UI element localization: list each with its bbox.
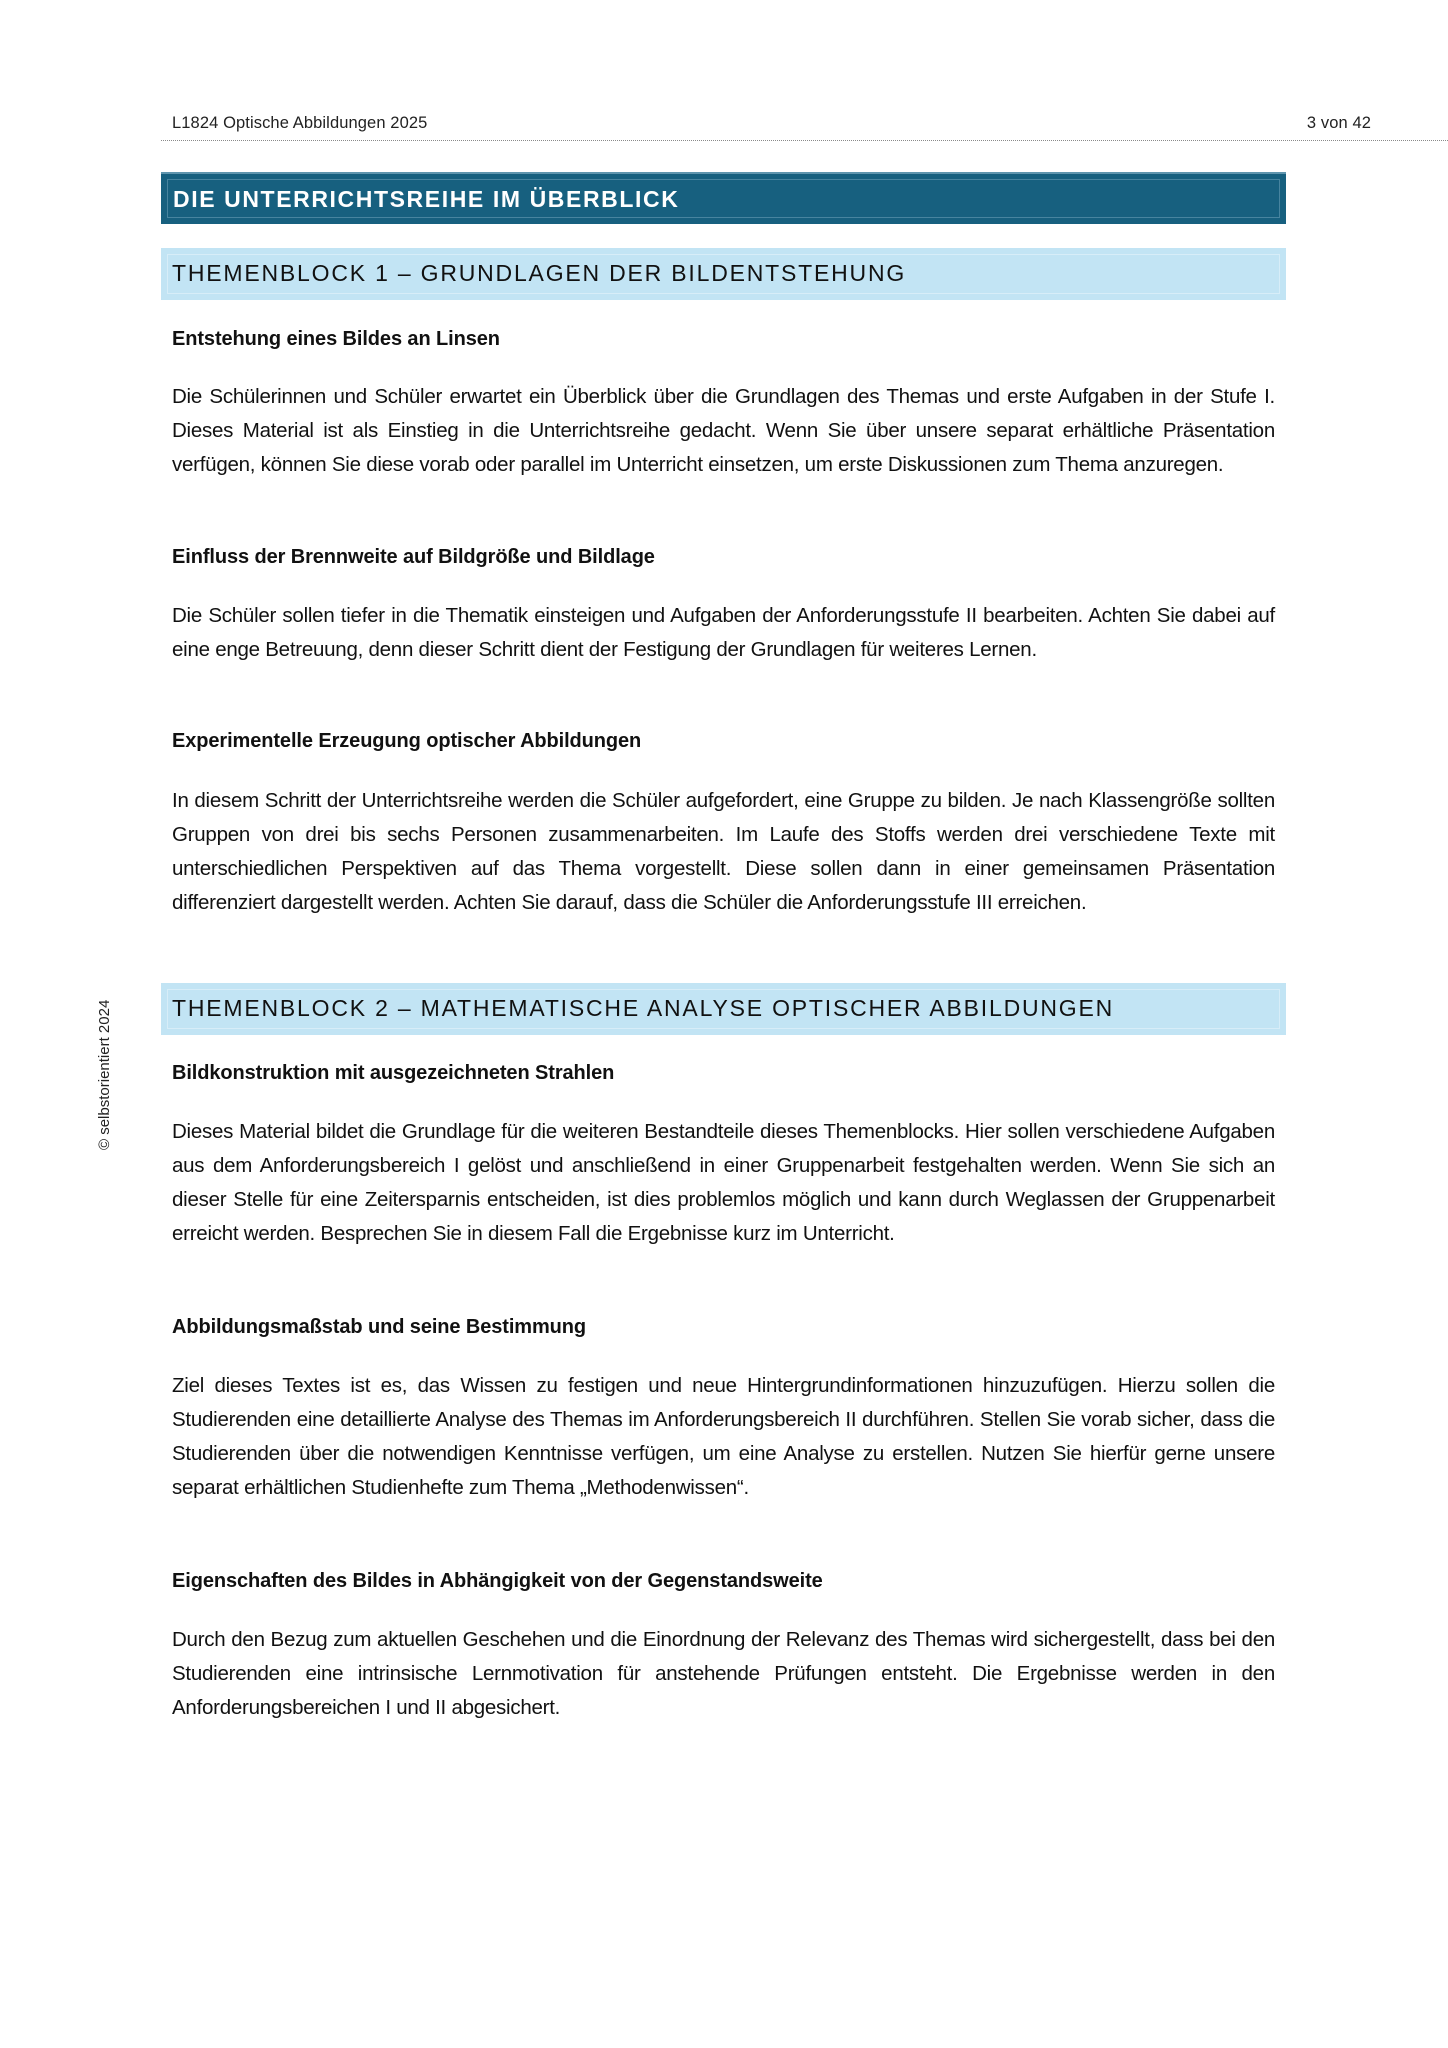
page-title-bar: [161, 172, 1286, 224]
header-divider: [161, 140, 1448, 141]
section-paragraph: Ziel dieses Textes ist es, das Wissen zu festigen und neue Hintergrundinformationen hinzuzufügen. Hierzu sollen die Studierenden eine detaillierte Analyse des Themas im Anforderungsbereich II durchführen. Stellen Sie vorab sicher, dass die Studierenden über die notwendigen Kenntnisse verfügen, um eine Analyse zu erstellen. Nutzen Sie hierfür gerne unsere separat erhältlichen Studienhefte zum Thema „Methodenwissen“.: [172, 1374, 1275, 1499]
section-paragraph: Die Schüler sollen tiefer in die Thematik einsteigen und Aufgaben der Anforderungsstufe II bearbeiten. Achten Sie dabei auf eine enge Betreuung, denn dieser Schritt dient der Festigung der Grundlagen für weiteres Lernen.: [172, 604, 1275, 661]
page-indicator: 3 von 42: [1306, 114, 1371, 132]
section-paragraph: In diesem Schritt der Unterrichtsreihe werden die Schüler aufgefordert, eine Gruppe zu bilden. Je nach Klassengröße sollten Gruppen von drei bis sechs Personen zusammenarbeiten. Im Laufe des Stoffs werden drei verschiedene Texte mit unterschiedlichen Perspektiven auf das Thema vorgestellt. Diese sollen dann in einer gemeinsamen Präsentation differenziert dargestellt werden. Achten Sie darauf, dass die Schüler die Anforderungsstufe III erreichen.: [172, 789, 1275, 914]
document-title: L1824 Optische Abbildungen 2025: [172, 114, 428, 132]
copyright-notice: © selbstorientiert 2024: [96, 999, 113, 1150]
section-heading: Eigenschaften des Bildes in Abhängigkeit von der Gegenstandsweite: [172, 1570, 823, 1592]
section-heading: Entstehung eines Bildes an Linsen: [172, 328, 500, 350]
section-paragraph: Die Schülerinnen und Schüler erwartet ein Überblick über die Grundlagen des Themas und erste Aufgaben in der Stufe I. Dieses Material ist als Einstieg in die Unterrichtsreihe gedacht. Wenn Sie über unsere separat erhältliche Präsentation verfügen, können Sie diese vorab oder parallel im Unterricht einsetzen, um erste Diskussionen zum Thema anzuregen.: [172, 385, 1275, 476]
section-heading: Bildkonstruktion mit ausgezeichneten Strahlen: [172, 1062, 615, 1084]
page-title: DIE UNTERRICHTSREIHE IM ÜBERBLICK: [173, 186, 680, 212]
section-paragraph: Dieses Material bildet die Grundlage für die weiteren Bestandteile dieses Themenblocks. Hier sollen verschiedene Aufgaben aus dem Anforderungsbereich I gelöst und anschließend in einer Gruppenarbeit festgehalten werden. Wenn Sie sich an dieser Stelle für eine Zeitersparnis entscheiden, ist dies problemlos möglich und kann durch Weglassen der Gruppenarbeit erreicht werden. Besprechen Sie in diesem Fall die Ergebnisse kurz im Unterricht.: [172, 1120, 1275, 1245]
section-paragraph: Durch den Bezug zum aktuellen Geschehen und die Einordnung der Relevanz des Themas wird sichergestellt, dass bei den Studierenden eine intrinsische Lernmotivation für anstehende Prüfungen entsteht. Die Ergebnisse werden in den Anforderungsbereichen I und II abgesichert.: [172, 1628, 1275, 1719]
themenblock-2-heading-bar: [161, 983, 1286, 1035]
page-header: [172, 114, 1371, 133]
section-heading: Abbildungsmaßstab und seine Bestimmung: [172, 1316, 587, 1338]
section-heading: Experimentelle Erzeugung optischer Abbildungen: [172, 730, 642, 752]
themenblock-2-heading: THEMENBLOCK 2 – MATHEMATISCHE ANALYSE OPTISCHER ABBILDUNGEN: [172, 995, 1115, 1021]
themenblock-1-heading-bar: [161, 248, 1286, 300]
themenblock-1-heading: THEMENBLOCK 1 – GRUNDLAGEN DER BILDENTSTEHUNG: [172, 260, 907, 286]
section-heading: Einfluss der Brennweite auf Bildgröße und Bildlage: [172, 546, 655, 568]
